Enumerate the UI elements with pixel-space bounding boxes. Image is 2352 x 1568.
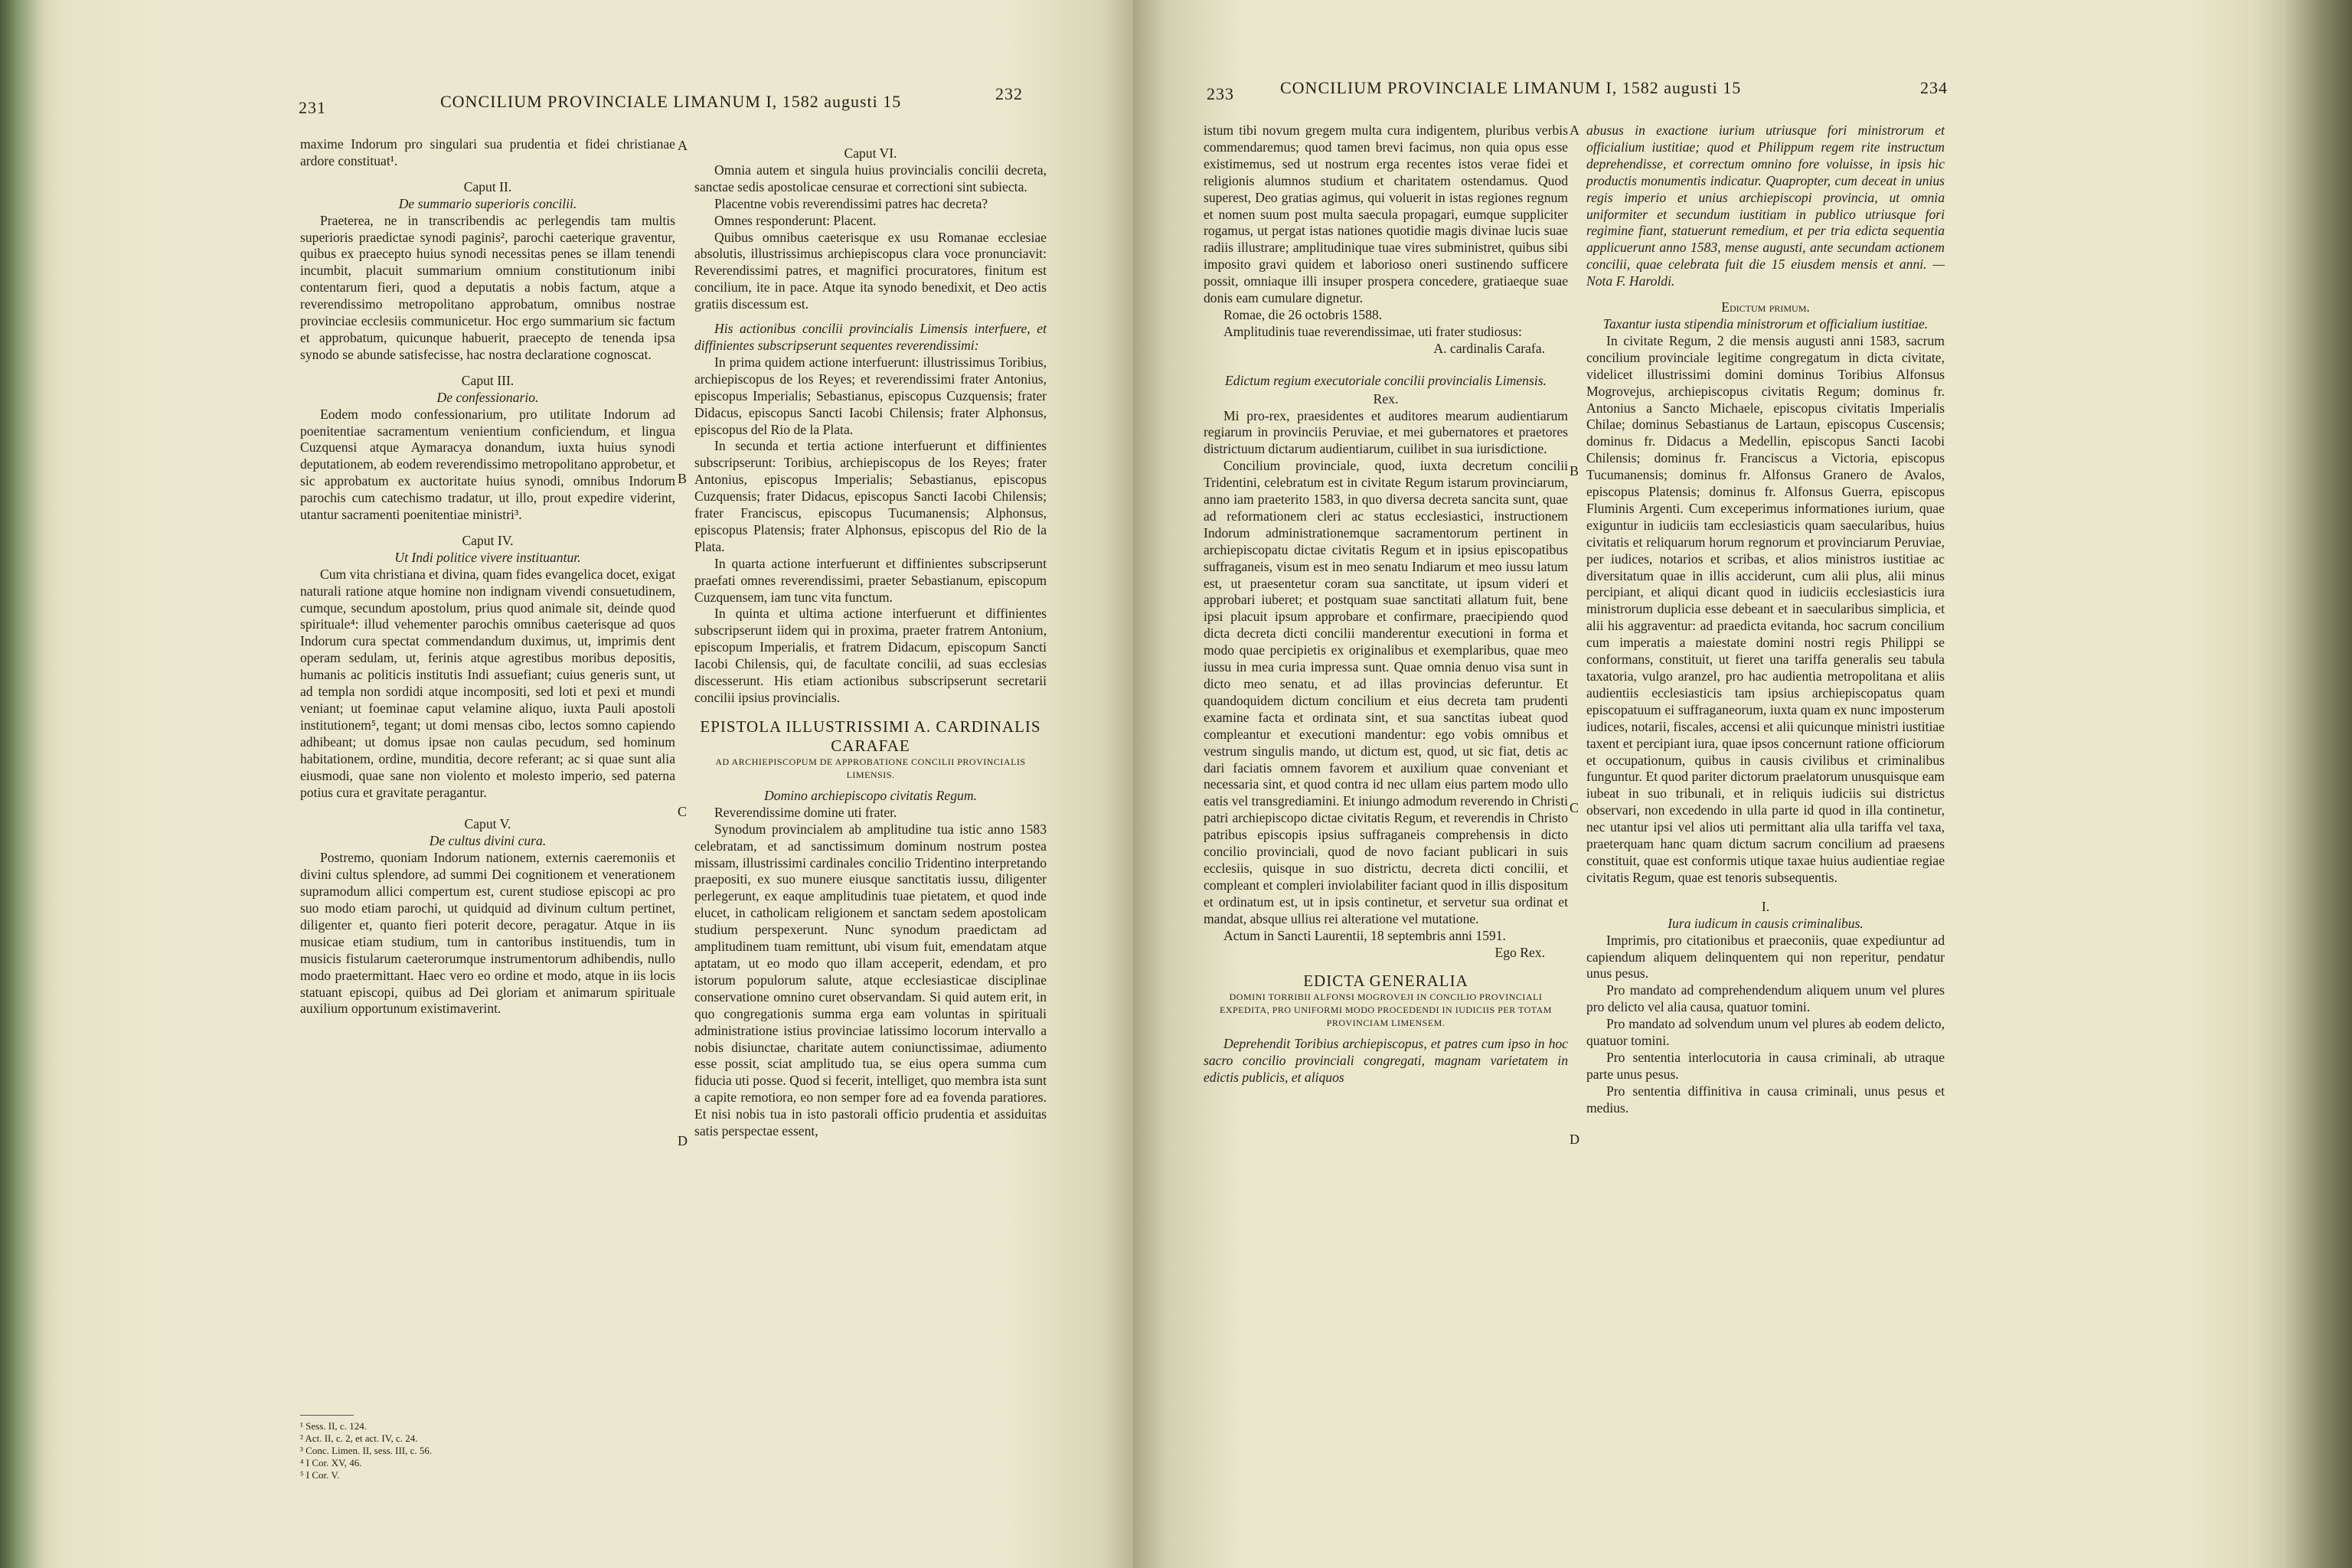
margin-letter-c: C	[678, 804, 688, 819]
right-column-b	[1586, 122, 1945, 1117]
paragraph: Romae, die 26 octobris 1588.	[1223, 306, 1383, 322]
footnote: ³ Conc. Limen. II, sess. III, c. 56.	[300, 1445, 433, 1456]
paragraph: Pro sententia interlocutoria in causa criminali, ab utraque parte unus pesus.	[1586, 1049, 1945, 1082]
paragraph-italic: abusus in exactione iurium utriusque fori ministrorum et officialium iustitiae; quod et Philippum regem rite instructum deprehendisse, et correctum omnino fore voluisse, in ipsis hic productis monumentis indicatur. Quapropter, cum deceat in unius regis imperio et unius archiepiscopi provincia, ut omnia uniformiter et secundum iustitiam in publico utriusque fori regimine fiant, statuerunt remedium, et per tria edicta sequentia applicuerunt anno 1583, mense augusti, ante secundam actionem concilii, quae celebrata fuit die 15 eiusdem mensis et anni. — Nota F. Haroldi.	[1586, 122, 1945, 289]
paragraph: Omnia autem et singula huius provincialis concilii decreta, sanctae sedis apostolicae censurae et correctioni sint subiecta.	[694, 162, 1047, 194]
caput-heading: Caput II.	[463, 178, 512, 194]
edictum-regium-title: Edictum regium executoriale concilii provincialis Limensis.	[1225, 372, 1547, 388]
paragraph: Praeterea, ne in transcribendis ac perlegendis tam multis superioris praedictae synodi paginis², parochi caeterique graventur, quibus ex praecepto huius synodi necessitas penes se illam tenendi incumbit, placuit summarium omnium constitutionum inibi contentarum fieri, quod a deputatis a nobis factum, atque a reverendissimo metropolitano approbatum, omnibus nostrae provinciae ecclesiis communicetur. Hoc ergo summarium sic factum et approbatum, quicunque habuerit, praecepto de tenenda ipsa synodo se abunde satisfecisse, hac nostra declaratione cognoscat.	[300, 212, 675, 362]
right-column-a	[1204, 122, 1568, 1086]
caput-heading: Caput V.	[464, 816, 511, 832]
paragraph: istum tibi novum gregem multa cura indigentem, pluribus verbis commendaremus; quod tamen brevi facimus, non quia opus esse existimemus, sed ut nostrum erga recentes istos verae fidei et religionis alumnos studium et charitatem ostendamus. Quod superest, Deo gratias agimus, qui voluerit in istas regiones regnum et nomen suum post multa saecula propagari, eumque suppliciter rogamus, ut pergat istas nationes quotidie magis divinae lucis suae radiis illustrare; amplitudinique tuae vires subministret, quibus sibi imposito gravi quidem et laborioso oneri sustinendo sufficere possit, omniaque illi insuper prospera concedere, gratiaeque suae donis eam cumulare dignetur.	[1204, 122, 1568, 306]
epistola-subtitle: AD ARCHIEPISCOPUM DE APPROBATIONE CONCILII PROVINCIALIS LIMENSIS.	[715, 756, 1026, 780]
margin-letter-d: D	[1570, 1132, 1579, 1147]
left-page	[65, 0, 1133, 1568]
footnote: ⁵ I Cor. V.	[300, 1469, 340, 1481]
margin-letter-d: D	[678, 1133, 688, 1148]
book-edge-left	[0, 0, 73, 1568]
right-page-number-inner: 233	[1207, 84, 1234, 103]
edicta-generalia-title: EDICTA GENERALIA	[1303, 972, 1468, 991]
caput-heading: Caput III.	[461, 372, 514, 388]
paragraph: In civitate Regum, 2 die mensis augusti anni 1583, sacrum concilium provinciale legitime congregatum in dicta civitate, videlicet illustrissimi domini dominus Toribius Alfonsus Mogrovejus, archiepiscopus civitatis Regum; dominus fr. Antonius a Sancto Michaele, episcopus civitatis Imperialis Chilae; dominus Sebastianus de Lartaun, episcopus Cuscensis; dominus fr. Didacus a Medellin, episcopus Sancti Iacobi Chilensis; dominus fr. Franciscus a Victoria, episcopus Tucumanensis; dominus fr. Alfonsus Granero de Avalos, episcopus Platensis; dominus fr. Alfonsus Guerra, episcopus Fluminis Argenti. Cum exceperimus informationes iurium, quae exiguntur in iudiciis tam ecclesiasticis quam saecularibus, huius civitatis et reliquarum horum regnorum et provinciarum Peruviae, per iudices, notarios et scribas, et alios ministros iustitiae ac diversitatum quae in illis acciderunt, cum alii plus, alii minus percipiant, et aliqui dicant quod in iudiciis ecclesiasticis iura ministrorum duplicia esse debeant et in saecularibus simplicia, et alii his aggraventur: ad praedicta evitanda, hoc sacrum concilium cum imperatis a maiestate domini nostri regis Philippi se conformans, constituit, ut fieret una tariffa generalis seu tabula taxatoria, vulgo aranzel, pro hac audientia metropolitana et aliis audientiis ecclesiasticis tam ipsius archiepiscopatus quam episcopatuum ei suffraganeorum, iuxta quam ex nunc imposterum iudices, notarii, fiscales, accensi et alii quicunque ministri iustitiae taxent et percipiant iura, quae ipsos concernunt ratione officiorum et occupationum, quibus in causis civilibus et criminalibus funguntur. Et quod pariter dictorum praelatorum unusquisque eam iubeat in suo tribunali, et in reliquis iudiciis sui districtus observari, non excedendo in ulla parte id quod in illa continetur, nec utantur ipsi vel alios uti permittant alia ulla tariffa vel taxa, praeterquam hanc quam dictum sacrum concilium ad praesens constituit, quae est conformis utique taxae huius audientiae regiae civitatis Regum, quae est tenoris subsequentis.	[1586, 332, 1945, 885]
signature: A. cardinalis Carafa.	[1433, 340, 1545, 356]
caput-subheading: De summario superioris concilii.	[398, 195, 577, 211]
margin-letter-c: C	[1570, 800, 1579, 815]
edicta-generalia-subtitle: DOMINI TORRIBII ALFONSI MOGROVEJI IN CONCILIO PROVINCIALI EXPEDITA, PRO UNIFORMI MODO PROCEDENDI IN IUDICIIS PER TOTAM PROVINCIAM LIMENSEM.	[1220, 991, 1552, 1029]
right-running-header	[1133, 78, 2251, 113]
paragraph: In quarta actione interfuerunt et diffinientes subscripserunt praefati omnes reverendissimi, praeter Sebastianum, episcopum Cuzquensem, iam tunc vita functum.	[694, 555, 1047, 605]
left-footnotes	[300, 1415, 606, 1481]
paragraph: maxime Indorum pro singulari sua prudentia et fidei christianae ardore constituat¹.	[300, 136, 675, 168]
paragraph: Quibus omnibus caeterisque ex usu Romanae ecclesiae absolutis, illustrissimus archiepiscopus clara voce pronunciavit: Reverendissimi patres, et magnifici procuratores, finitum est concilium, ite in pace. Atque ita synodo benedixit, et Deo actis gratiis discessum est.	[694, 229, 1047, 312]
paragraph: Pro mandato ad solvendum unum vel plures ab eodem delicto, quatuor tomini.	[1586, 1016, 1945, 1049]
right-page	[1133, 0, 2251, 1568]
right-running-head-title: CONCILIUM PROVINCIALE LIMANUM I, 1582 augusti 15	[1280, 78, 1742, 97]
margin-letter-b: B	[1570, 463, 1579, 479]
epistola-address: Domino archiepiscopo civitatis Regum.	[764, 787, 977, 803]
paragraph: Postremo, quoniam Indorum nationem, externis caeremoniis et divini cultus splendore, ad summi Dei cognitionem et venerationem supramodum allici compertum est, curent studiose episcopi ac pro suo modo etiam parochi, ut quidquid ad divinum cultum pertinet, diligenter et, quanto fieri poterit decore, peragatur. Atque in iis musicae etiam studium, tum in cantoribus instituendis, tum in musicis fistularum caeterorumque instrumentorum adhibendis, nullo modo praetermittant. Haec vero eo ordine et modo, atque in iis locis statuant episcopi, quibus ad Dei gloriam et animarum spirituale auxilium opportunum existimaverint.	[300, 850, 675, 1017]
footnote: ² Act. II, c. 2, et act. IV, c. 24.	[300, 1432, 418, 1444]
paragraph: In prima quidem actione interfuerunt: illustrissimus Toribius, archiepiscopus de los Reyes; et reverendissimi frater Antonius, episcopus Imperialis; Sebastianus, episcopus Cuzquensis; frater Didacus, episcopus Sancti Iacobi Chilensis; frater Alphonsus, episcopus del Rio de la Plata.	[694, 354, 1047, 437]
section-number: I.	[1761, 898, 1770, 914]
book-edge-right	[2249, 0, 2352, 1568]
caput-heading: Caput VI.	[844, 145, 897, 161]
paragraph: Omnes responderunt: Placent.	[714, 212, 877, 228]
edictum-primum-subheading: Taxantur iusta stipendia ministrorum et officialium iustitiae.	[1602, 315, 1929, 332]
paragraph: Imprimis, pro citationibus et praeconiis, quae expediuntur ad capiendum aliquem delinquentem qui non reperitur, pendatur unus pesus.	[1586, 932, 1945, 982]
left-column-a	[300, 136, 675, 1018]
edictum-primum-heading: Edictum primum.	[1721, 299, 1810, 315]
margin-letter-b: B	[678, 471, 688, 486]
signature: Ego Rex.	[1494, 944, 1545, 960]
caput-heading: Caput IV.	[462, 532, 514, 548]
caput-subheading: Ut Indi politice vivere instituantur.	[394, 549, 581, 565]
paragraph-italic: His actionibus concilii provincialis Limensis interfuere, et diffinientes subscripserunt sequentes reverendissimi:	[694, 321, 1047, 353]
paragraph: Concilium provinciale, quod, iuxta decretum concilii Tridentini, celebratum est in civitate Regum istarum provinciarum, anno iam praeterito 1583, in quo diversa decreta sancita sunt, quae ad reformationem cleri ac status ecclesiastici, instructionem Indorum administrationemque sacramentorum pertinent in archiepiscopatu dictae civitatis Regum et in ipsius episcopatibus suffraganeis, visum est in meo senatu Indiarum et meo iussu latum est, ut praesentetur coram sua sanctitate, ut ipsum videri et approbari iuberet; et postquam suae sanctitati allatum fuit, bene ipsi placuit ipsum approbare et confirmare, praecipiendo quod dicta decreta dicti concilii manderentur executioni in forma et modo quae percipietis ex originalibus et exemplaribus, quae meo iussu in mea curia impressa sunt. Quae omnia denuo visa sunt in dicto meo senatu, et ad illas provincias deferuntur. Et quandoquidem dictum concilium et eius decreta tam prudenti examine facta et ordinata sint, et sua sanctitas iubeat quod compleantur et executioni mandentur: ego vobis omnibus et vestrum singulis mando, ut dictum est, quod, ut sic fiat, detis ac dari faciatis omnem favorem et auxilium quae conveniant et necessaria sint, et quod contra id nec ullam eius partem modo ullo eatis vel transgrediamini. Et iniungo admodum reverendo in Christi patri archiepiscopo dictae civitatis Regum, et reverendis in Christo patribus episcopis ipsius suffraganeis comprehensis in dicto concilio provinciali, quod de novo faciant publicari in suis ecclesiis, quisque in suo districtu, decreta dicti concilii, et compleant et compleri inviolabiliter faciant quod in illis dispositum et ordinatum est, ut in ipsis continetur, et servetur sua ordinat et mandat, absque ullius rei alteratione vel mutatione.	[1204, 458, 1568, 926]
left-running-head-title: CONCILIUM PROVINCIALE LIMANUM I, 1582 augusti 15	[440, 92, 902, 111]
left-column-b	[694, 145, 1047, 1140]
paragraph: Actum in Sancti Laurentii, 18 septembris anni 1591.	[1223, 927, 1506, 943]
paragraph: Eodem modo confessionarium, pro utilitate Indorum ad poenitentiae sacramentum venientium conficiendum, et lingua Cuzquensi atque Aymaracya donandum, iuxta huius synodi deputationem, ab eodem reverendissimo metropolitano approbetur, et sic approbatum ex auctoritate huius synodi, omnibus Indorum parochis cum catechismo tradatur, ut illo, prout expedire viderint, utantur sacramenti poenitentiae ministri³.	[300, 406, 675, 523]
left-page-number-outer: 231	[299, 98, 326, 117]
paragraph: Pro sententia diffinitiva in causa criminali, unus pesus et medius.	[1586, 1083, 1945, 1116]
left-running-header	[65, 83, 1133, 117]
paragraph: Cum vita christiana et divina, quam fides evangelica docet, exigat naturali ratione atque homine non indignam vivendi consuetudinem, cumque, secundum apostolum, prius quod animale sit, deinde quod spirituale⁴: illud vehementer parochis omnibus caeterisque ad quos Indorum cura spectat commendandum duximus, ut, imprimis dent operam sedulam, ut, ferinis atque agrestibus moribus depositis, humanis ac politicis institutis Indi assuefiant; cuius generis sunt, ut ad templa non sordidi atque incompositi, sed loti et pexi et mundi veniant; ut foeminae caput velamine aliquo, iuxta Pauli apostoli institutionem⁵, tegant; ut domi mensas cibo, lectos somno capiendo adhibeant; ut domus ipsae non caulas pecudum, sed hominum habitationem, ordine, munditia, decore referant; ac si quae sunt alia eiusmodi, quae sane non violento et molesto imperio, sed paterna potius cura et gravitate peragantur.	[300, 566, 675, 800]
paragraph: In quinta et ultima actione interfuerunt et diffinientes subscripserunt iidem qui in proxima, praeter fratrem Antonium, episcopum Imperialis, et fratrem Didacum, episcopum Sancti Iacobi Chilensis, qui, de facultate concilii, ad suas ecclesias discesserunt. His etiam actionibus subscripserunt secretarii concilii ipsius provincialis.	[694, 606, 1047, 705]
paragraph: Mi pro-rex, praesidentes et auditores mearum audientiarum regiarum in provinciis Peruviae, et mei gubernatores et praetores districtuum dictarum audientiarum, cuilibet in sua iurisdictione.	[1204, 407, 1568, 457]
right-page-number-outer: 234	[1920, 78, 1948, 97]
caput-subheading: De cultus divini cura.	[429, 833, 547, 849]
paragraph: Amplitudinis tuae reverendissimae, uti frater studiosus:	[1223, 323, 1522, 339]
caput-subheading: De confessionario.	[436, 389, 539, 405]
paragraph: Pro mandato ad comprehendendum aliquem unum vel plures pro delicto vel alia causa, quatuor tomini.	[1586, 982, 1945, 1015]
margin-letter-a: A	[678, 138, 688, 153]
footnote: ⁴ I Cor. XV, 46.	[300, 1457, 362, 1468]
paragraph: Placentne vobis reverendissimi patres hac decreta?	[714, 195, 988, 211]
paragraph: Reverendissime domine uti frater.	[714, 804, 897, 820]
epistola-title: EPISTOLA ILLUSTRISSIMI A. CARDINALIS CARAFAE	[700, 717, 1041, 755]
iura-heading: Iura iudicum in causis criminalibus.	[1668, 915, 1864, 931]
rex-heading: Rex.	[1373, 390, 1399, 407]
paragraph: Synodum provincialem ab amplitudine tua istic anno 1583 celebratam, et ad sanctissimum dominum nostrum postea missam, illustrissimi cardinales concilio Tridentino interpretando praepositi, ex suo munere eiusque sanctitatis iussu, diligenter perlegerunt, ex eaque amplitudinis tuae pietatem, et quod inde elucet, in catholicam religionem et sanctam sedem apostolicam studium perspexerunt. Nunc synodum praedictam ad amplitudinem tuam remittunt, ubi visum fuit, emendatam atque aptatam, ut eo modo quo illam acceperit, edendam, et pro istorum populorum salute, atque ecclesiasticae disciplinae conservatione omnino curet observandam. Si quid autem erit, in quo congregationis summa erga eam voluntas in spirituali administratione istius provinciae latissimo locorum intervallo a nobis disiunctae, charitate autem coniunctissimae, adiumento esse possit, sciat amplitudo tua, se eius opera summa cum fiducia uti posse. Quod si fecerit, intelliget, quo membra ista sunt a capite remotiora, eo non semper fore ad ea fovenda paratiores. Et nisi nobis tua in isto pastorali officio prudentia et assiduitas satis perspectae essent,	[694, 821, 1047, 1139]
paragraph: In secunda et tertia actione interfuerunt et diffinientes subscripserunt: Toribius, archiepiscopus de los Reyes; frater Antonius, episcopus Imperialis; Sebastianus, episcopus Cuzquensis; frater Didacus, episcopus Sancti Iacobi Chilensis; frater Franciscus, episcopus Tucumanensis; Alphonsus, episcopus Platensis; frater Alphonsus, episcopus del Rio de la Plata.	[694, 438, 1047, 554]
margin-letter-a: A	[1570, 122, 1579, 138]
paragraph-italic: Deprehendit Toribius archiepiscopus, et patres cum ipso in hoc sacro concilio provinciali congregati, magnam varietatem in edictis publicis, et aliquos	[1204, 1036, 1568, 1086]
footnote: ¹ Sess. II, c. 124.	[300, 1420, 367, 1432]
left-page-number-inner: 232	[995, 84, 1023, 103]
